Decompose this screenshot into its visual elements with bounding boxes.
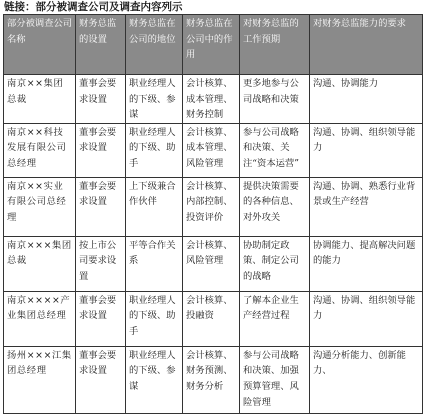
table-row — [4, 75, 423, 124]
cell-setup: 董事会要求设置 — [76, 291, 126, 346]
cell-setup: 董事会要求设置 — [76, 346, 126, 413]
cell-expectation: 提供决策需要的各种信息、对外攻关 — [240, 177, 310, 236]
cell-status: 职业经理人的下级、参谋 — [126, 346, 183, 413]
cell-company: 南京××科技发展有限公司总经理 — [4, 123, 76, 177]
cell-ability: 沟通、协调、组织领导能力 — [310, 291, 423, 346]
cell-ability: 沟通、协调能力 — [310, 75, 423, 124]
cell-status: 职业经理人的下级、助手 — [126, 291, 183, 346]
cell-expectation: 参与公司战略和决策、关注“资本运营” — [240, 123, 310, 177]
table-header-row — [4, 15, 423, 75]
cell-status: 平等合作关系 — [126, 236, 183, 291]
table-row — [4, 291, 423, 346]
header-company-name: 部分被调查公司名称 — [4, 15, 76, 75]
header-cfo-status: 财务总监在公司的地位 — [126, 15, 183, 75]
cell-role: 会计核算、内部控制、投资评价 — [183, 177, 240, 236]
cell-expectation: 协助制定政策、制定公司的战略 — [240, 236, 310, 291]
cell-role: 会计核算、财务预测、财务分析 — [183, 346, 240, 413]
cell-ability: 沟通、协调、熟悉行业背景或生产经营 — [310, 177, 423, 236]
table-row — [4, 123, 423, 177]
cell-company: 南京××集团总裁 — [4, 75, 76, 124]
cell-status: 职业经理人的下级、参谋 — [126, 75, 183, 124]
table-row — [4, 236, 423, 291]
cell-ability: 协调能力、提高解决问题的能力 — [310, 236, 423, 291]
cell-expectation: 参与公司战略和决策、加强预算管理、风险管理 — [240, 346, 310, 413]
table-row — [4, 177, 423, 236]
header-cfo-role: 财务总监在公司中的作用 — [183, 15, 240, 75]
cell-status: 职业经理人的下级、助手 — [126, 123, 183, 177]
cell-setup: 按上市公司要求设置 — [76, 236, 126, 291]
table-row — [4, 346, 423, 413]
cell-setup: 董事会要求设置 — [76, 75, 126, 124]
cell-role: 会计核算、成本管理、风险管理 — [183, 123, 240, 177]
cell-company: 扬州×××江集团总经理 — [4, 346, 76, 413]
cell-role: 会计核算、风险管理 — [183, 236, 240, 291]
header-cfo-setup: 财务总监的设置 — [76, 15, 126, 75]
cell-setup: 董事会要求设置 — [76, 177, 126, 236]
cell-company: 南京××××产业集团总经理 — [4, 291, 76, 346]
cell-company: 南京××实业有限公司总经理 — [4, 177, 76, 236]
survey-table — [3, 14, 423, 414]
cell-ability: 沟通、协调、组织领导能力 — [310, 123, 423, 177]
header-work-expectation: 对财务总监的工作预期 — [240, 15, 310, 75]
table-caption: 链接：部分被调查公司及调查内容列示 — [4, 1, 183, 13]
cell-role: 会计核算、成本管理、财务控制 — [183, 75, 240, 124]
cell-expectation: 了解本企业生产经营过程 — [240, 291, 310, 346]
cell-role: 会计核算、投融资 — [183, 291, 240, 346]
cell-setup: 董事会要求设置 — [76, 123, 126, 177]
cell-company: 南京×××集团总裁 — [4, 236, 76, 291]
cell-expectation: 更多地参与公司战略和决策 — [240, 75, 310, 124]
header-ability-requirement: 对财务总监能力的要求 — [310, 15, 423, 75]
cell-ability: 沟通分析能力、创新能力、 — [310, 346, 423, 413]
cell-status: 上下级兼合作伙伴 — [126, 177, 183, 236]
